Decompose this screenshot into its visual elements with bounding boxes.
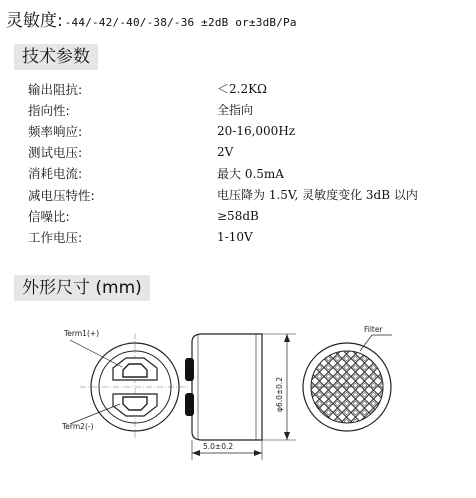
spec-value: 2V <box>217 145 234 160</box>
diameter-label: φ6.0±0.2 <box>275 376 284 412</box>
spec-row-directivity <box>28 99 468 120</box>
spec-value: 20-16,000Hz <box>217 123 296 138</box>
spec-key: 消耗电流: <box>28 166 83 182</box>
spec-value: 全指向 <box>217 103 254 118</box>
section-title-dimensions: 外形尺寸 (mm) <box>14 275 150 301</box>
spec-value: 1-10V <box>217 229 253 244</box>
spec-value: ＜2.2KΩ <box>217 82 267 97</box>
spec-row-test-voltage <box>28 142 468 163</box>
spec-key: 减电压特性: <box>28 187 95 203</box>
spec-value: 电压降为 1.5V, 灵敏度变化 3dB 以内 <box>217 188 418 203</box>
spec-table <box>28 78 468 248</box>
term1-label: Term1(+) <box>64 329 100 338</box>
sensitivity-value: -44/-42/-40/-38/-36 ±2dB or±3dB/Pa <box>64 16 297 29</box>
spec-row-frequency-response <box>28 120 468 141</box>
spec-key: 测试电压: <box>28 145 83 161</box>
spec-row-voltage-reduction <box>28 184 468 205</box>
dimension-drawing <box>0 300 476 498</box>
sensitivity-line <box>6 6 297 32</box>
spec-key: 输出阻抗: <box>28 81 83 97</box>
spec-row-snr <box>28 205 468 226</box>
side-view <box>185 334 296 460</box>
spec-row-output-impedance <box>28 78 468 99</box>
filter-label: Filter <box>364 325 383 334</box>
spec-key: 信噪比: <box>28 208 70 224</box>
spec-value: 最大 0.5mA <box>217 166 284 181</box>
spec-row-current-consumption <box>28 163 468 184</box>
spec-key: 工作电压: <box>28 229 83 245</box>
spec-key: 频率响应: <box>28 123 83 139</box>
back-view <box>61 329 190 440</box>
spec-value: ≥58dB <box>217 208 259 223</box>
spec-key: 指向性: <box>28 102 70 118</box>
length-label: 5.0±0.2 <box>203 442 234 451</box>
term2-label: Term2(-) <box>62 422 94 431</box>
section-title-tech-params: 技术参数 <box>14 44 98 70</box>
spec-row-operating-voltage <box>28 226 468 247</box>
sensitivity-label: 灵敏度: <box>6 11 63 31</box>
front-view <box>303 325 392 431</box>
